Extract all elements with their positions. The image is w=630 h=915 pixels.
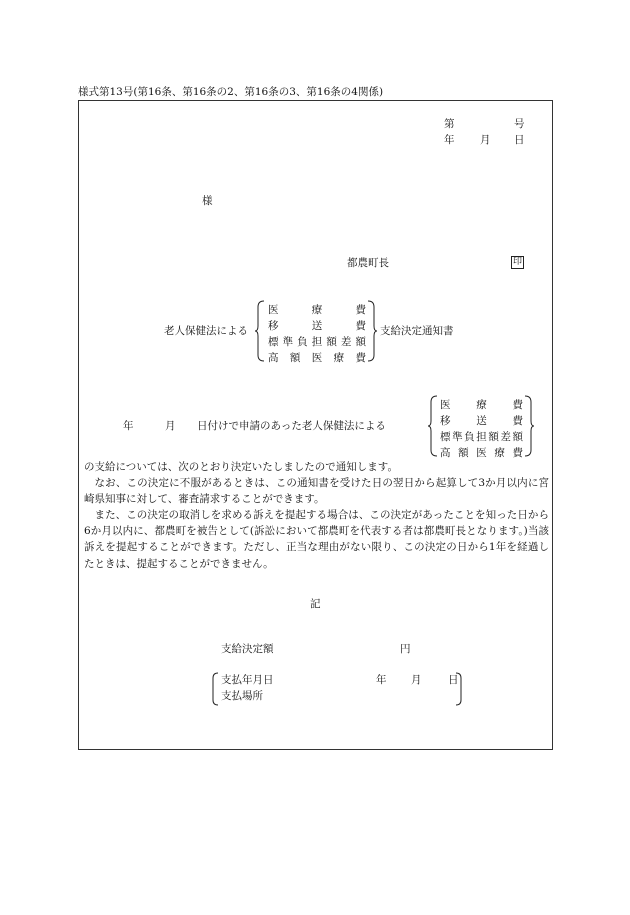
item-char: 費: [512, 399, 523, 411]
item-char: 標: [440, 431, 451, 443]
payment-year: 年: [376, 674, 387, 686]
seal-mark: 印: [512, 257, 522, 267]
item-char: 額: [326, 336, 337, 348]
payment-day: 日: [448, 674, 459, 686]
item-char: 担: [311, 336, 323, 348]
body-paragraph-3: また、この決定の取消しを求める訴えを提起する場合は、この決定があったことを知った日から6か月以内に、都農町を被告として(訴訟において都農町を代表する者は都農町長となります。)当該訴えを提起することができます。ただし、正当な理由がない限り、この決定の日から1年を経過したときは、提起することができません。: [84, 509, 549, 570]
item-char: 費: [512, 415, 523, 427]
item-char: 額: [488, 431, 499, 443]
item-char: 医: [440, 399, 451, 411]
amount-label: 支給決定額: [221, 643, 274, 655]
payment-left-brace: [211, 672, 219, 706]
intro-month: 月: [165, 420, 176, 432]
title-item-3: [268, 350, 366, 365]
issue-month: 月: [480, 134, 491, 146]
item-char: 療: [333, 352, 345, 364]
item-char: 標: [268, 336, 279, 348]
intro-item-2: [440, 429, 523, 444]
form-number-header: 様式第13号(第16条、第16条の2、第16条の3、第16条の4関係): [78, 86, 384, 98]
item-char: 医: [311, 352, 323, 364]
item-char: 額: [512, 431, 523, 443]
intro-item-1: [440, 413, 523, 428]
intro-text: 日付けで申請のあった老人保健法による: [197, 420, 386, 432]
item-char: 医: [268, 304, 279, 316]
item-char: 負: [297, 336, 308, 348]
intro-right-brace: [524, 395, 534, 457]
ki-marker: 記: [310, 598, 321, 610]
body-paragraph-2: なお、この決定に不服があるときは、この通知書を受けた日の翌日から起算して3か月以内に宮崎県知事に対して、審査請求することができます。: [84, 477, 549, 506]
payment-place-label: 支払場所: [221, 690, 263, 702]
payment-date-label: 支払年月日: [221, 674, 274, 686]
item-char: 療: [476, 399, 487, 411]
item-char: 額: [289, 352, 301, 364]
item-char: 準: [452, 431, 463, 443]
body-line-1: の支給については、次のとおり決定いたしましたので通知します。: [84, 461, 398, 473]
payment-month: 月: [411, 674, 422, 686]
item-char: 費: [355, 320, 366, 332]
payment-right-brace: [455, 672, 463, 706]
item-char: 差: [340, 336, 352, 348]
item-char: 高: [268, 352, 279, 364]
intro-item-3: [440, 445, 523, 460]
title-right-brace: [367, 300, 377, 362]
doc-number-dai: 第: [444, 118, 455, 130]
item-char: 高: [440, 447, 451, 459]
item-char: 準: [282, 336, 294, 348]
item-char: 負: [464, 431, 475, 443]
intro-left-brace: [428, 395, 438, 457]
item-char: 費: [355, 352, 366, 364]
title-left-brace: [255, 300, 265, 362]
intro-year: 年: [123, 420, 134, 432]
issue-year: 年: [444, 134, 455, 146]
item-char: 送: [311, 320, 323, 332]
item-char: 医: [476, 447, 487, 459]
title-prefix: 老人保健法による: [164, 325, 248, 337]
item-char: 費: [512, 447, 523, 459]
addressee-sama: 様: [202, 195, 213, 207]
item-char: 移: [268, 320, 279, 332]
title-item-1: [268, 318, 366, 333]
issue-day: 日: [514, 134, 525, 146]
item-char: 担: [476, 431, 487, 443]
item-char: 療: [494, 447, 505, 459]
item-char: 移: [440, 415, 451, 427]
title-item-2: [268, 334, 366, 349]
title-item-0: [268, 302, 366, 317]
doc-number-go: 号: [514, 118, 525, 130]
amount-unit: 円: [400, 643, 411, 655]
item-char: 額: [458, 447, 469, 459]
item-char: 額: [355, 336, 366, 348]
sender-name: 都農町長: [347, 257, 389, 269]
item-char: 送: [476, 415, 487, 427]
intro-item-0: [440, 397, 523, 412]
title-suffix: 支給決定通知書: [380, 325, 454, 337]
item-char: 差: [500, 431, 511, 443]
item-char: 費: [355, 304, 366, 316]
item-char: 療: [311, 304, 323, 316]
